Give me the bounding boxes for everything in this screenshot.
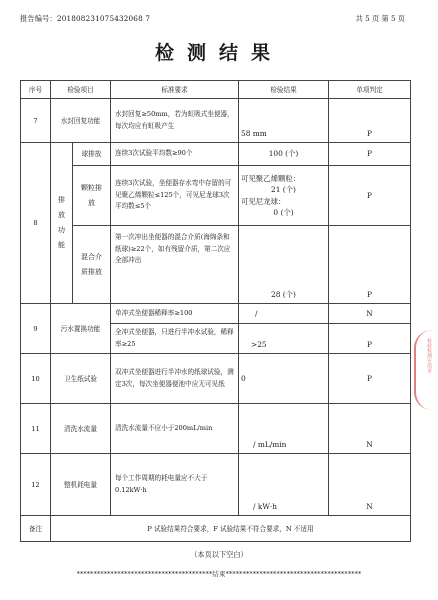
row-verdict: P (329, 143, 411, 166)
report-number: 报告编号：201808231075432068 7 (20, 14, 151, 23)
row-result: >25 (239, 324, 329, 354)
remark-text: P 试验结果符合要求，F 试验结果不符合要求，N 不适用 (51, 516, 411, 542)
remark-label: 备注 (21, 516, 51, 542)
result-line: 0 (个) (273, 208, 294, 217)
row-result: 28 (个) (239, 226, 329, 304)
row-verdict: N (329, 304, 411, 324)
row-item: 水封回复功能 (51, 99, 111, 143)
row-requirement: 清洗水流量不应小于200mL/min (111, 404, 239, 454)
row-result: / kW·h (239, 454, 329, 516)
row-verdict: P (329, 354, 411, 404)
row-result: / (239, 304, 329, 324)
seal-stamp-text: 检验检测专用章 (426, 338, 432, 373)
blank-below-note: （本页以下空白） (190, 550, 248, 559)
row-result (239, 166, 329, 226)
row-no: 12 (21, 454, 51, 516)
table-row (21, 166, 411, 226)
row-verdict: P (329, 166, 411, 226)
row-requirement: 连续3次试验平均数≥90个 (111, 143, 239, 166)
sub-item-granule (73, 166, 111, 226)
row-verdict: P (329, 324, 411, 354)
result-line: 21 (个) (271, 185, 296, 194)
row-verdict: N (329, 404, 411, 454)
row-verdict: P (329, 226, 411, 304)
row-requirement: 每个工作周期的耗电量应不大于0.12kW·h (111, 454, 239, 516)
table-row (21, 226, 411, 304)
row-no: 10 (21, 354, 51, 404)
sub-item-mixed (73, 226, 111, 304)
row-requirement: 全冲式坐便器，只进行半冲水试验，稀释率≥25 (111, 324, 239, 354)
row-requirement: 双冲式坐便器进行半冲水的纸球试验，测定3次，每次坐便器便池中应无可见纸 (111, 354, 239, 404)
col-header-no: 序号 (21, 81, 51, 99)
end-marker: ****************************************结束**************************************** (76, 570, 362, 578)
col-header-result: 检验结果 (239, 81, 329, 99)
row-requirement: 单冲式坐便器稀释率≥100 (111, 304, 239, 324)
row-result: 100 (个) (239, 143, 329, 166)
row-result: 0 (239, 354, 329, 404)
row-requirement: 连续3次试验，坐便器存水弯中存留的可见聚乙烯颗粒≤125个，可见尼龙球3次平均数≤5个 (111, 166, 239, 226)
row-item: 卫生纸试验 (51, 354, 111, 404)
sub-item-line: 混合介 (81, 252, 102, 261)
row-item: 整机耗电量 (51, 454, 111, 516)
table-row (21, 99, 411, 143)
row-item: 污水置换功能 (51, 304, 111, 354)
item-char: 放 (58, 211, 65, 219)
page-indicator: 共 5 页 第 5 页 (355, 14, 405, 23)
sub-item-line: 放 (88, 198, 95, 207)
sub-item-line: 质排放 (81, 267, 102, 276)
table-row (21, 143, 411, 166)
page-title: 检测结果 (154, 42, 283, 64)
sub-item-ball: 球排放 (73, 143, 111, 166)
sub-item-line: 颗粒排 (81, 183, 102, 192)
row-result: / mL/min (239, 404, 329, 454)
table-row (21, 404, 411, 454)
table-row (21, 354, 411, 404)
row-requirement: 水封回复≥50mm，若为虹吸式坐便器，每次均应有虹吸产生 (111, 99, 239, 143)
result-line: 可见尼龙球： (241, 196, 286, 206)
row-no: 9 (21, 304, 51, 354)
row-item: 清洗水流量 (51, 404, 111, 454)
row-no: 7 (21, 99, 51, 143)
row-item-discharge (51, 143, 73, 304)
item-char: 能 (58, 241, 65, 249)
table-row (21, 304, 411, 324)
row-no: 8 (21, 143, 51, 304)
table-row (21, 454, 411, 516)
table-row-remark (21, 516, 411, 542)
result-line: 可见聚乙烯颗粒： (241, 173, 301, 183)
col-header-item: 检验项目 (51, 81, 111, 99)
table-header-row (21, 81, 411, 99)
col-header-verdict: 单项判定 (329, 81, 411, 99)
col-header-requirement: 标准要求 (111, 81, 239, 99)
row-result: 58 mm (239, 99, 329, 143)
row-requirement: 第一次冲出坐便器的混合介质(海绵条和纸球)≥22个，如有残留介质，第二次应全部冲出 (111, 226, 239, 304)
item-char: 排 (58, 196, 65, 204)
row-verdict: N (329, 454, 411, 516)
item-char: 功 (58, 226, 65, 234)
row-verdict: P (329, 99, 411, 143)
results-table (20, 80, 411, 542)
row-no: 11 (21, 404, 51, 454)
